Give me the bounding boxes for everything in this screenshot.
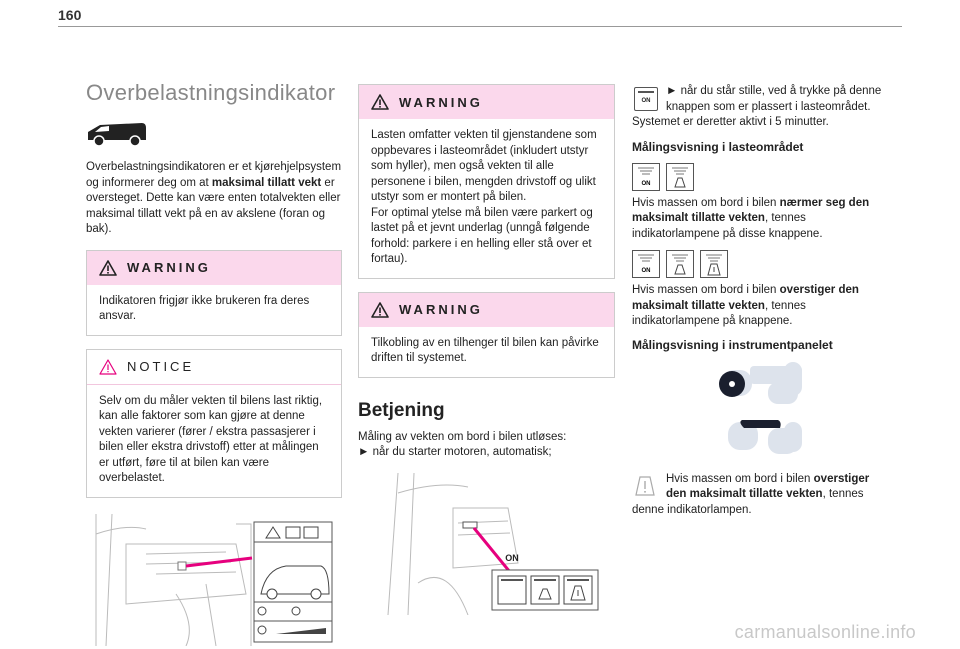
warning-box-2: [358, 84, 615, 279]
exceed-buttons-icon: [632, 250, 888, 278]
warning-title: WARNING: [399, 302, 483, 317]
subsection-heading: Betjening: [358, 399, 445, 421]
page-number: 160: [58, 7, 82, 23]
warning-title: WARNING: [399, 94, 483, 110]
instrument-exceed-text: Hvis massen om bord i bilen overstiger den maksimalt tillatte vekten, tennes denne indikatorlampen.: [632, 472, 870, 516]
notice-text: Selv om du måler vekten til bilens last riktig, kan alle faktorer som kan gjøre at denne vekten varierer (fører / ekstra passasjerer i bilen eller ekstra drivstoff) etter at målingen er utført, føre til at bilen kan være overbelastet.: [99, 394, 323, 484]
approach-buttons-icon: [632, 163, 888, 191]
header-rule: [58, 26, 902, 27]
subheading-cargo-display: Målingsvisning i lasteområdet: [632, 139, 804, 154]
subheading-instrument-display: Målingsvisning i instrumentpanelet: [632, 337, 833, 352]
warning-box-1: [86, 250, 342, 336]
notice-triangle-icon: [99, 359, 117, 375]
button-on-label: ON: [505, 552, 519, 563]
approach-text: Hvis massen om bord i bilen nærmer seg den maksimalt tillatte vekten, tennes indikatorlampene på disse knappene.: [632, 196, 870, 240]
warning-title: WARNING: [127, 260, 211, 275]
bullet-start-engine: ► når du starter motoren, automatisk;: [358, 446, 552, 458]
overload-warning-lamp-icon: [632, 474, 658, 496]
warning-text-2: For optimal ytelse må bilen være parkert og lastet på et jevnt underlag (unngå følgende forhold: parkere i en helling eller stå over et fortau).: [371, 206, 593, 265]
warning-text: Tilkobling av en tilhenger til bilen kan påvirke driften til systemet.: [371, 336, 599, 364]
cargo-area-illustration: [86, 514, 336, 646]
warning-triangle-icon: [371, 302, 389, 318]
exceed-text: Hvis massen om bord i bilen overstiger den maksimalt tillatte vekten, tennes indikatorlampene på knappene.: [632, 284, 859, 327]
notice-box: [86, 349, 342, 498]
notice-title: NOTICE: [127, 359, 195, 374]
watermark: carmanualsonline.info: [734, 622, 916, 642]
cargo-buttons-illustration: [358, 473, 608, 615]
section-title: Overbelastningsindikator: [86, 80, 336, 105]
warning-triangle-icon: [371, 94, 389, 110]
column-2: [358, 84, 615, 615]
column-1: [86, 72, 342, 646]
svg-text:ON: ON: [641, 180, 651, 187]
warning-box-3: [358, 292, 615, 378]
warning-triangle-icon: [99, 260, 117, 276]
van-icon: [86, 120, 148, 148]
intro-text: Overbelastningsindikatoren er et kjørehjelpsystem og informerer deg om at maksimal tillatt vekt er oversteget. Dette kan være enten totalvekten eller maksimal tillatt vekt på en av akslene (foran og bak).: [86, 161, 342, 235]
trigger-text: Måling av vekten om bord i bilen utløses:: [358, 430, 567, 443]
column-3: [632, 84, 888, 518]
bullet-stationary: ► når du står stille, ved å trykke på denne knappen som er plassert i lasteområdet. Systemet er deretter aktivt i 5 minutter.: [632, 85, 882, 128]
warning-text-1: Lasten omfatter vekten til gjenstandene som oppbevares i lasteområdet (inkludert utstyr som hyller), men også vekten til alle personene i bilen, mengden drivstoff og ulikt utstyr som er montert på bilen.: [371, 129, 597, 203]
on-button-icon: ON: [634, 87, 658, 111]
instrument-panel-illustration: [632, 362, 888, 458]
warning-text: Indikatoren frigjør ikke brukeren fra deres ansvar.: [99, 294, 310, 322]
svg-text:ON: ON: [641, 268, 651, 274]
